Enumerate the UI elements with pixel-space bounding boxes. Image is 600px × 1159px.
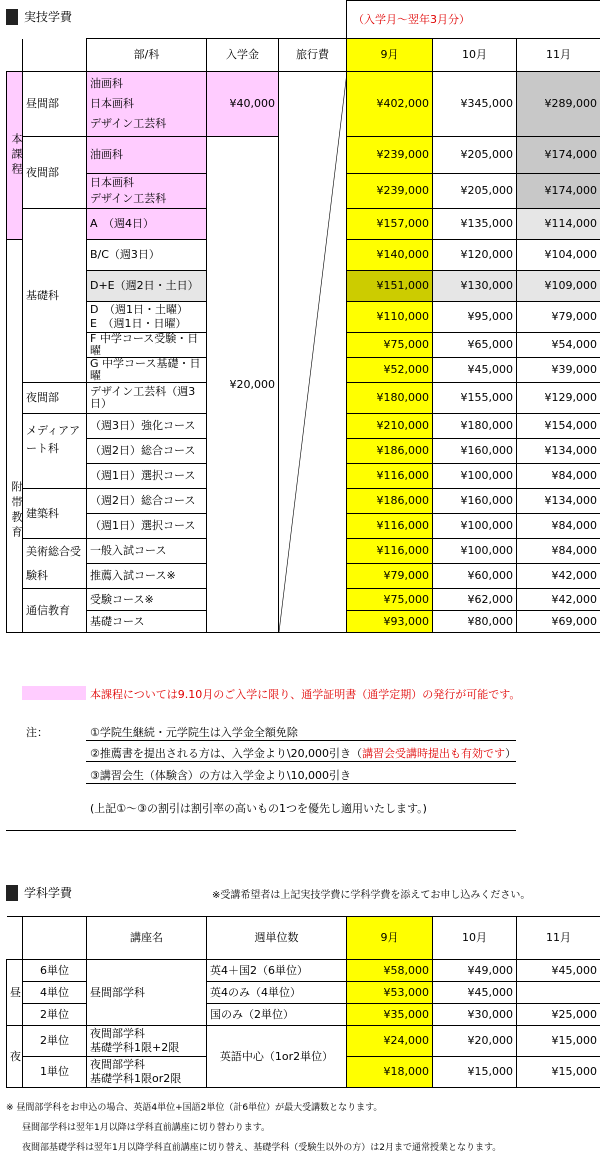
fee-nov: ¥134,000 (517, 439, 600, 464)
header-sep: 9月 (347, 917, 433, 960)
yoru-side: 夜 (7, 1026, 23, 1088)
course-cell: D （週1日・土曜） E （週1日・日曜） (87, 302, 207, 333)
trip-cell (279, 72, 347, 633)
fee-sep: ¥18,000 (347, 1057, 433, 1088)
fee-nov: ¥42,000 (517, 589, 600, 611)
footnote-2: 昼間部学科は翌年1月以降は学科直前講座に切り替わります。 (22, 1123, 271, 1133)
course-cell: 一般入試コース (87, 539, 207, 564)
fee-sep: ¥75,000 (347, 589, 433, 611)
fee-sep: ¥402,000 (347, 72, 433, 137)
fee-sep: ¥79,000 (347, 564, 433, 589)
course-cell: 油画科 (87, 137, 207, 174)
fee-nov: ¥174,000 (517, 174, 600, 209)
period-note: （入学月～翌年3月分） (346, 0, 600, 38)
fee-sep: ¥239,000 (347, 137, 433, 174)
course-cell: （週2日）総合コース (87, 489, 207, 514)
group-bijutsu: 美術総合受験科 (23, 539, 87, 589)
fee-sep: ¥93,000 (347, 611, 433, 633)
course-cell: （週2日）総合コース (87, 439, 207, 464)
fee-sep: ¥75,000 (347, 333, 433, 358)
note-4: (上記①～③の割引は割引率の高いもの1つを優先し適用いたします。) (90, 802, 427, 815)
fee-oct: ¥49,000 (433, 960, 517, 982)
pink-legend-swatch (22, 686, 86, 700)
fee-nov: ¥174,000 (517, 137, 600, 174)
fee-oct: ¥205,000 (433, 174, 517, 209)
course-cell: G 中学コース基礎・日曜 (87, 358, 207, 383)
header-nov: 11月 (517, 39, 600, 72)
course-cell: （週1日）選択コース (87, 514, 207, 539)
fee-oct: ¥15,000 (433, 1057, 517, 1088)
notes-label: 注： (26, 726, 48, 739)
fee-oct: ¥20,000 (433, 1026, 517, 1057)
fee-nov: ¥84,000 (517, 514, 600, 539)
unit-label: 6単位 (23, 960, 87, 982)
group-yoru2: 夜間部 (23, 383, 87, 414)
hiru-side: 昼 (7, 960, 23, 1026)
fee-nov: ¥15,000 (517, 1057, 600, 1088)
fee-oct: ¥100,000 (433, 539, 517, 564)
note-2-text: ②推薦書を提出される方は、入学金より\20,000引き（ (90, 747, 363, 760)
note-2-close: ） (505, 747, 517, 760)
fee-sep: ¥157,000 (347, 209, 433, 240)
note-2-highlight: 講習会受講時提出も有効です (362, 747, 506, 760)
fee-sep: ¥58,000 (347, 960, 433, 982)
table-header-row (7, 39, 600, 72)
fee-sep: ¥186,000 (347, 439, 433, 464)
fee-oct: ¥160,000 (433, 489, 517, 514)
unit-label: 1単位 (23, 1057, 87, 1088)
fee-sep: ¥210,000 (347, 414, 433, 439)
section-divider (6, 830, 516, 831)
group-kenchiku: 建築科 (23, 489, 87, 539)
course-cell: 受験コース※ (87, 589, 207, 611)
footnote-3: 夜間部基礎学科は翌年1月以降学科直前講座に切り替え、基礎学科（受験生以外の方）は2月まで通常授業となります。 (22, 1143, 502, 1153)
fee-nov: ¥84,000 (517, 464, 600, 489)
course-cell: D+E（週2日・土日） (87, 271, 207, 302)
fee-oct: ¥345,000 (433, 72, 517, 137)
jitsugi-section-header (6, 8, 72, 25)
footnote-1: ※ 昼間部学科をお申込の場合、英語4単位+国語2単位（計6単位）が最大受講数となります。 (6, 1103, 383, 1113)
group-hiru: 昼間部 (23, 72, 87, 137)
fee-nov: ¥15,000 (517, 1026, 600, 1057)
fee-nov: ¥114,000 (517, 209, 600, 240)
units-cell: 英4＋国2（6単位） (207, 960, 347, 982)
note-divider (86, 740, 516, 741)
table-row (7, 960, 600, 982)
fee-oct: ¥160,000 (433, 439, 517, 464)
header-nov: 11月 (517, 917, 600, 960)
course-cell: （週1日）選択コース (87, 464, 207, 489)
jitsugi-table (6, 38, 600, 633)
table-row (7, 1026, 600, 1057)
fee-sep: ¥140,000 (347, 240, 433, 271)
fee-nov: ¥54,000 (517, 333, 600, 358)
header-oct: 10月 (433, 39, 517, 72)
group-kiso: 基礎科 (23, 209, 87, 383)
gakka-title: 学科学費 (24, 886, 73, 900)
fee-oct: ¥45,000 (433, 982, 517, 1004)
fee-sep: ¥151,000 (347, 271, 433, 302)
note-divider (86, 761, 516, 762)
fee-nov: ¥109,000 (517, 271, 600, 302)
fee-oct: ¥180,000 (433, 414, 517, 439)
fee-nov: ¥25,000 (517, 1004, 600, 1026)
fee-nov: ¥45,000 (517, 960, 600, 982)
course-cell: 基礎コース (87, 611, 207, 633)
units-cell: 国のみ（2単位） (207, 1004, 347, 1026)
note-divider (86, 783, 516, 784)
fee-sep: ¥110,000 (347, 302, 433, 333)
fee-oct: ¥65,000 (433, 333, 517, 358)
fee-sep: ¥180,000 (347, 383, 433, 414)
fee-oct: ¥80,000 (433, 611, 517, 633)
fee-nov: ¥134,000 (517, 489, 600, 514)
fee-nov: ¥289,000 (517, 72, 600, 137)
header-entry: 入学金 (207, 39, 279, 72)
header-dept: 部/科 (87, 39, 207, 72)
yoru-units: 英語中心（1or2単位） (207, 1026, 347, 1088)
fee-sep: ¥186,000 (347, 489, 433, 514)
fee-sep: ¥53,000 (347, 982, 433, 1004)
fee-sep: ¥35,000 (347, 1004, 433, 1026)
header-units: 週単位数 (207, 917, 347, 960)
table-header-row (7, 917, 600, 960)
group-yoru: 夜間部 (23, 137, 87, 209)
table-row (7, 72, 600, 137)
fee-oct: ¥62,000 (433, 589, 517, 611)
course-cell: F 中学コース受験・日曜 (87, 333, 207, 358)
course-cell: A （週4日） (87, 209, 207, 240)
trip-diagonal-line (279, 72, 347, 632)
header-sep: 9月 (347, 39, 433, 72)
fee-oct: ¥130,000 (433, 271, 517, 302)
fee-oct: ¥155,000 (433, 383, 517, 414)
fee-oct: ¥135,000 (433, 209, 517, 240)
course-cell: 夜間部学科 基礎学科1限or2限 (87, 1057, 207, 1088)
course-cell: B/C（週3日） (87, 240, 207, 271)
fee-oct: ¥100,000 (433, 464, 517, 489)
fee-oct: ¥30,000 (433, 1004, 517, 1026)
course-cell: デザイン工芸科（週3日） (87, 383, 207, 414)
unit-label: 2単位 (23, 1026, 87, 1057)
fee-sep: ¥116,000 (347, 464, 433, 489)
jitsugi-title: 実技学費 (24, 10, 73, 24)
fee-oct: ¥45,000 (433, 358, 517, 383)
unit-label: 4単位 (23, 982, 87, 1004)
fee-sep: ¥239,000 (347, 174, 433, 209)
unit-label: 2単位 (23, 1004, 87, 1026)
fee-nov: ¥39,000 (517, 358, 600, 383)
course-cell: 夜間部学科 基礎学科1限+2限 (87, 1026, 207, 1057)
fee-nov: ¥42,000 (517, 564, 600, 589)
note-2 (90, 745, 516, 761)
group-media: メディアアート科 (23, 414, 87, 489)
header-oct: 10月 (433, 917, 517, 960)
gakka-side-note: ※受講希望者は上記実技学費に学科学費を添えてお申し込みください。 (212, 890, 531, 901)
course-cell: 日本画科 デザイン工芸科 (87, 174, 207, 209)
fee-nov: ¥104,000 (517, 240, 600, 271)
fee-nov: ¥84,000 (517, 539, 600, 564)
section-marker-icon (6, 9, 18, 25)
entry-fee-sub: ¥20,000 (207, 137, 279, 633)
fee-oct: ¥95,000 (433, 302, 517, 333)
course-cell: （週3日）強化コース (87, 414, 207, 439)
pink-note: 本課程については9.10月のご入学に限り、通学証明書（通学定期）の発行が可能です。 (90, 688, 521, 701)
gakka-section-header (6, 884, 72, 901)
units-cell: 英4のみ（4単位） (207, 982, 347, 1004)
section-marker-icon (6, 885, 18, 901)
fee-sep: ¥116,000 (347, 514, 433, 539)
header-trip: 旅行費 (279, 39, 347, 72)
gakka-table (6, 916, 600, 1088)
fee-oct: ¥60,000 (433, 564, 517, 589)
course-cell: 油画科 日本画科 デザイン工芸科 (87, 72, 207, 137)
fee-nov: ¥129,000 (517, 383, 600, 414)
side-main-label: 本課程 (10, 133, 23, 178)
fee-oct: ¥120,000 (433, 240, 517, 271)
side-sub-label: 附帯教育 (10, 481, 23, 541)
fee-nov: ¥79,000 (517, 302, 600, 333)
fee-sep: ¥116,000 (347, 539, 433, 564)
fee-oct: ¥100,000 (433, 514, 517, 539)
fee-nov: ¥154,000 (517, 414, 600, 439)
hiru-course: 昼間部学科 (87, 960, 207, 1026)
fee-sep: ¥24,000 (347, 1026, 433, 1057)
fee-nov: ¥69,000 (517, 611, 600, 633)
note-1: ①学院生継続・元学院生は入学金全額免除 (90, 726, 298, 739)
entry-fee-main: ¥40,000 (207, 72, 279, 137)
note-3: ③講習会生（体験含）の方は入学金より\10,000引き (90, 769, 352, 782)
fee-nov (517, 982, 600, 1004)
fee-oct: ¥205,000 (433, 137, 517, 174)
header-course: 講座名 (87, 917, 207, 960)
fee-sep: ¥52,000 (347, 358, 433, 383)
course-cell: 推薦入試コース※ (87, 564, 207, 589)
group-tsushin: 通信教育 (23, 589, 87, 633)
